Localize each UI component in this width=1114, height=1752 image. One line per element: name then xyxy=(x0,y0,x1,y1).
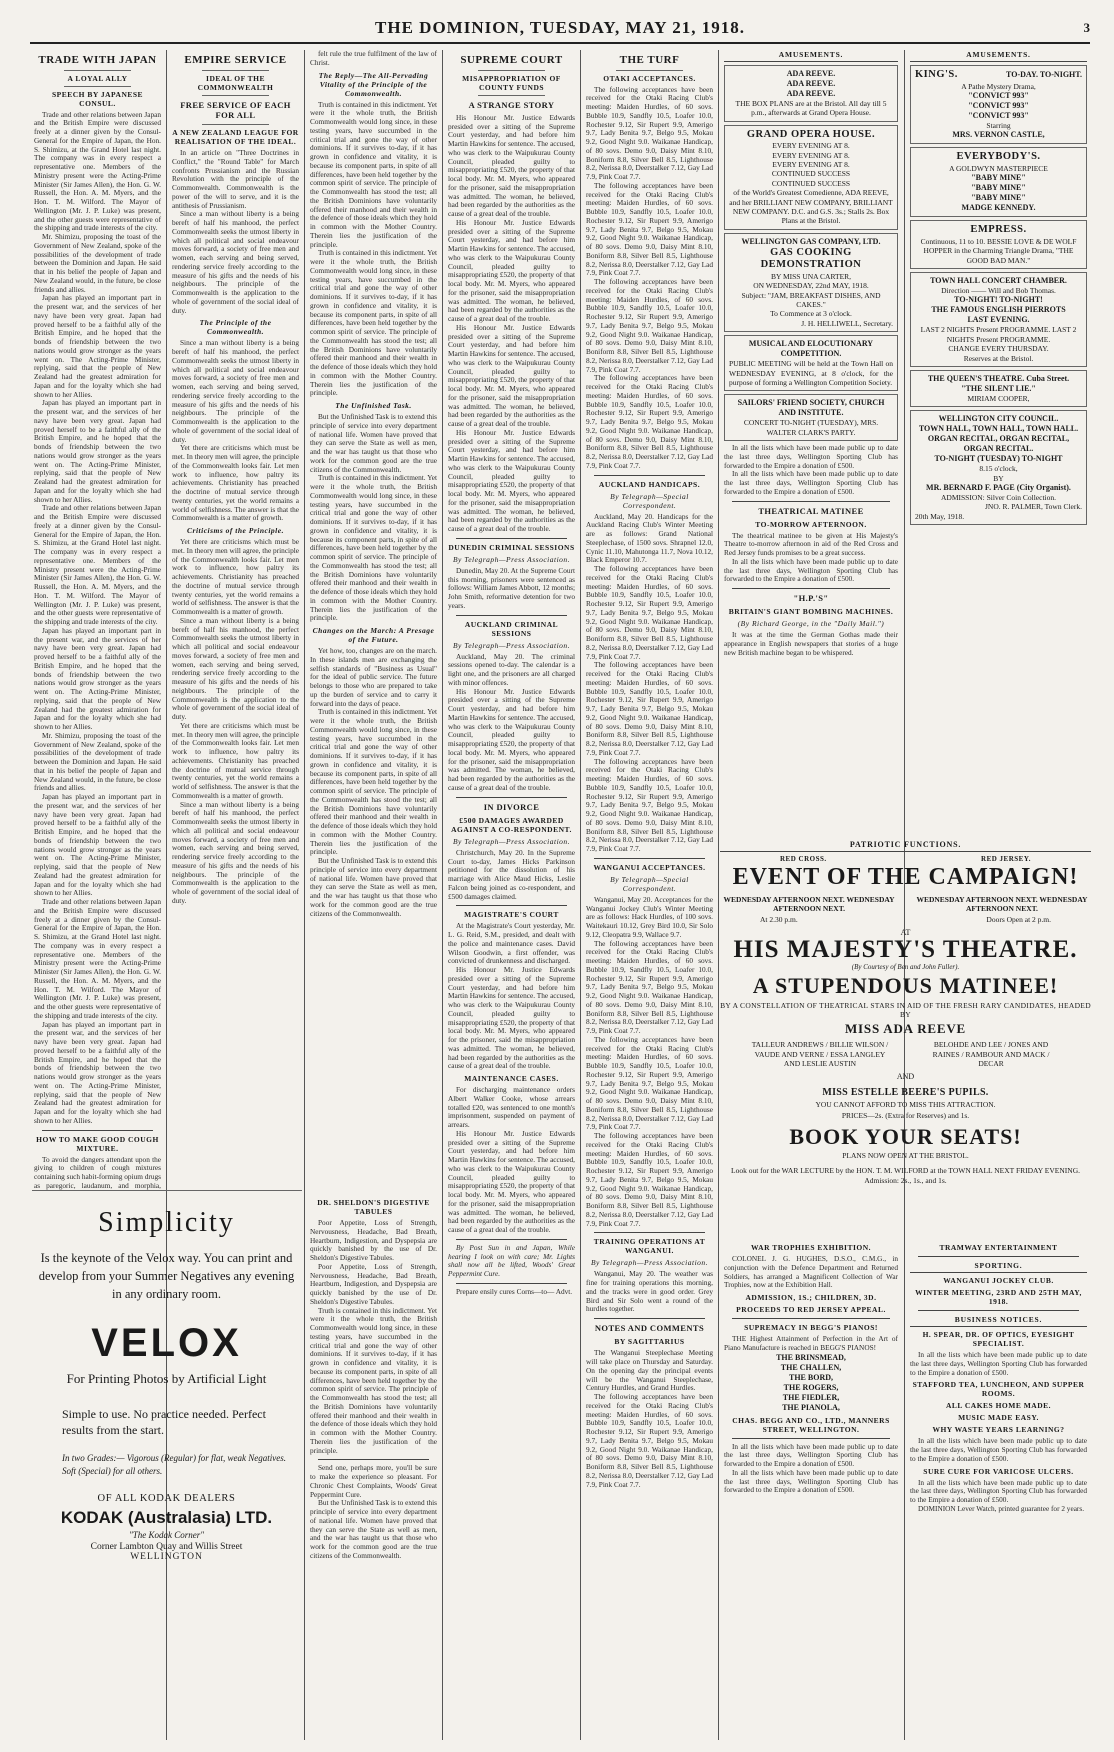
everybodys-advert xyxy=(910,147,1087,217)
advert-text: of the World's Greatest Comedienne, ADA REEVE, and her BRILLIANT NEW COMPANY, BRILLIANT NEW COMPANY. D.C. and G.S. 3s.; Stalls 2s. Box Plans at the Bristol. xyxy=(729,188,893,226)
advert-text: A GOLDWYN MASTERPIECE xyxy=(949,163,1048,173)
advert-text: In all the lists which have been made public up to date the last three days, Wellington Sporting Club has forwarded to the Empire a donation of £500. xyxy=(910,1436,1087,1463)
velox-pitch: Simple to use. No practice needed. Perfect results from the start. xyxy=(62,1406,266,1438)
article-paragraph: Mr. Shimizu, proposing the toast of the Government of New Zealand, spoke of the possibilities of the development of trade between the Dominion and Japan. He said that in his belief the people of Japan and New Zealand would, in the future, be close friends and allies. xyxy=(34,232,161,294)
advert-text: CHANGE EVERY THURSDAY. xyxy=(948,344,1049,354)
article-paragraph: Japan has played an important part in the present war, and the services of her navy have been very great. Japan had proved herself to be a faithful ally of the British Empire, and he hoped that the bonds of friendship between the two nations would grow stronger as the years went on. The Acting-Prime Minister, replying, said that the people of New Zealand had the greatest admiration for Japan and for the loyalty which she had shown to her Allies. xyxy=(34,625,161,732)
advert-headline: ADA REEVE. xyxy=(786,79,836,88)
lower-right-column-right xyxy=(906,1240,1091,1740)
advert-line: EVERY EVENING AT 8. xyxy=(772,141,850,151)
advert-text: To Commence at 3 o'clock. xyxy=(770,309,852,319)
divider xyxy=(64,70,131,71)
grand-opera-advert xyxy=(724,125,898,230)
article-paragraph: But the Unfinished Task is to extend this principle of service into every department of national life. Women have proved that they can serve the State as well as men, and the war has taught us that those who work for the common good are the true citizens of the Commonwealth. xyxy=(310,856,437,918)
doors-time: Doors Open at 2 p.m. xyxy=(986,915,1051,924)
advert-text: In all the lists which have been made public up to date the last three days, Wellington Sporting Club has forwarded to the Empire a donation of £500. xyxy=(910,1477,1087,1504)
section-heading: AMUSEMENTS. xyxy=(724,50,898,62)
advert-line: "CONVICT 993" xyxy=(968,100,1029,110)
article-paragraph: Japan has played an important part in the present war, and the services of her navy have been very great. Japan had proved herself to be a faithful ally of the British Empire, and he hoped that the bonds of friendship between the two nations would grow stronger as the years went on. The Acting-Prime Minister, replying, said that the people of New Zealand had the greatest admiration for Japan and for the loyalty which she had shown to her Allies. xyxy=(34,792,161,898)
advert-text: In all the lists which have been made public up to date the last three days, Wellington Sporting Club has forwarded to the Empire a donation of £500. xyxy=(910,1350,1087,1377)
divider xyxy=(594,1318,705,1319)
divider xyxy=(732,501,890,502)
time-row xyxy=(720,915,1091,924)
matinee-advert xyxy=(720,895,1091,1235)
section-heading: The Principle of the Commonwealth. xyxy=(199,318,272,337)
kodak-city: WELLINGTON xyxy=(130,1552,203,1563)
article-paragraph: His Honour Mr. Justice Edwards presided over a sitting of the Supreme Court yesterday, and had before him Martin Hawkins for sentence. The accused, who was clerk to the Waipukurau County Council, pleaded guilty to misappropriating £520, the property of that local body. Mr. M. Myers, who appeared for the prisoner, said the misappropriation was admitted. The woman, he believed, had been regarded by the authorities as the cause of a great deal of the trouble. xyxy=(448,217,575,324)
advert-text: But the Unfinished Task is to extend this principle of service into every department of national life. Women have proved that they can serve the State as well as men, and the war has taught us that those who work for the common good are the true citizens of the Commonwealth. xyxy=(310,1498,437,1560)
article-headline: AUCKLAND HANDICAPS. xyxy=(598,479,701,489)
kings-theatre-advert xyxy=(910,65,1087,144)
divider xyxy=(594,1232,705,1233)
advert-line: EVERY EVENING AT 8. xyxy=(772,150,850,160)
article-paragraph: The following acceptances have been received for the Otaki Racing Club's meeting: Maiden Hurdles, of 60 sovs. Bubble 10.9, Sandfly 10.5, Loafer 10.0, Rochester 9.12, Sir Rupert 9.9, Amerigo 9.7, Lady Benita 9.7, Belgo 9.5, Mokau 9.2, Good Night 9.0. Waikanae Handicap, of 80 sovs. Demo 9.0, Daisy Mint 8.10, Boniform 8.8, Silver Bell 8.5, Lighthouse 8.2, Nerissa 8.0, Deerstalker 7.12, Gay Lad 7.9, Pink Coat 7.7. xyxy=(586,373,713,470)
cast-right: BELOHDE AND LEE / JONES AND RAINES / RAMBOUR AND MACK / DECAR xyxy=(932,1040,1050,1068)
advert-line: MR. BERNARD F. PAGE (City Organist). xyxy=(926,483,1071,493)
red-jersey-label: RED JERSEY. xyxy=(981,855,1031,863)
plans-line: PLANS NOW OPEN AT THE BRISTOL. xyxy=(842,1151,969,1161)
advert-text: Send one, perhaps more, you'll be sure to make the experience so pleasant. For Chronic Chest Complaints, Woods' Great Peppermint Cure. xyxy=(310,1463,437,1499)
advert-text: 8.15 o'clock, xyxy=(979,464,1018,474)
advert-line: TOWN HALL, TOWN HALL, TOWN HALL. xyxy=(918,424,1079,434)
advert-headline: STAFFORD TEA, LUNCHEON, AND SUPPER ROOMS. xyxy=(912,1380,1085,1399)
advert-text: Truth is contained in this indictment. Yet were it the whole truth, the British Commonwealth would long since, in these testing years, have succumbed in the critical trial and gone the way of other dominions. If it survives to-day, if it has grown in confidence and vitality, it is because its component parts, in spite of all differences, have been held together by the common spirit of service. The principle of the Commonwealth has stood the test; all the British Dominions have voluntarily offered their manhood and their wealth in the defence of those ideals which they hold in common with the Mother Country. Therein lies the justification of the principle. xyxy=(310,1305,437,1455)
divider xyxy=(478,95,545,96)
velox-grades: In two Grades:— Vigorous (Regular) for flat, weak Negatives. Soft (Special) for all others. xyxy=(62,1453,286,1476)
article-paragraph: Mr. Shimizu, proposing the toast of the Government of New Zealand, spoke of the possibilities of the development of trade between the Dominion and Japan. He said that in his belief the people of Japan and New Zealand would, in the future, be close friends and allies. xyxy=(34,730,161,793)
velox-tagline: Is the keynote of the Velox way. You can print and develop from your Summer Negatives any evening in any ordinary room. xyxy=(38,1251,295,1302)
article-byline: By Telegraph—Press Association. xyxy=(452,836,571,846)
advert-headline: DR. SHELDON'S DIGESTIVE TABULES xyxy=(317,1198,430,1216)
article-subheading: FREE SERVICE OF EACH FOR ALL xyxy=(180,99,291,120)
advert-text: Direction —— Will and Bob Thomas. xyxy=(941,286,1056,296)
velox-brand-subtitle: For Printing Photos by Artificial Light xyxy=(66,1371,267,1387)
article-paragraph: His Honour Mr. Justice Edwards presided over a sitting of the Supreme Court yesterday, and had before him Martin Hawkins for sentence. The accused, who was clerk to the Waipukurau County Council, pleaded guilty to misappropriating £520, the property of that local body. Mr. M. Myers, who appeared for the prisoner, said the misappropriation was admitted. The woman, he believed, had been regarded by the authorities as the cause of a great deal of the trouble. xyxy=(448,322,575,429)
article-paragraph: It was at the time the German Gothas made their appearance in English newspapers that stories of a huge new British machine began to be whispered. xyxy=(724,630,898,657)
article-byline: By Telegraph—Special Correspondent. xyxy=(610,491,689,510)
article-headline: AUCKLAND CRIMINAL SESSIONS xyxy=(464,619,559,638)
advert-title: GAS COOKING DEMONSTRATION xyxy=(760,246,862,271)
advert-headline: H. SPEAR, DR. OF OPTICS, EYESIGHT SPECIALIST. xyxy=(922,1330,1075,1348)
divider xyxy=(456,797,567,798)
velox-title: Simplicity xyxy=(98,1207,235,1238)
article-paragraph: The following acceptances have been received for the Otaki Racing Club's meeting: Maiden Hurdles, of 60 sovs. Bubble 10.9, Sandfly 10.5, Loafer 10.0, Rochester 9.12, Sir Rupert 9.9, Amerigo 9.7, Lady Benita 9.7, Belgo 9.5, Mokau 9.2, Good Night 9.0. Waikanae Handicap, of 80 sovs. Demo 9.0, Daisy Mint 8.10, Boniform 8.8, Silver Bell 8.5, Lighthouse 8.2, Nerissa 8.0, Deerstalker 7.12, Gay Lad 7.9, Pink Coat 7.7. xyxy=(586,660,713,757)
advert-line: TO-NIGHT (TUESDAY) TO-NIGHT xyxy=(934,454,1063,464)
article-subheading: TO-MORROW AFTERNOON. xyxy=(755,519,867,529)
advert-line: CONTINUED SUCCESS xyxy=(771,178,851,188)
advert-text: Reserves at the Bristol. xyxy=(963,353,1034,363)
column-divider xyxy=(580,50,581,1740)
article-paragraph: But the Unfinished Task is to extend this principle of service into every department of national life. Women have proved that they can serve the State as well as men, and the war has taught us that those who work for the common good are the true citizens of the Commonwealth. xyxy=(310,412,437,474)
article-paragraph: Trade and other relations between Japan and the British Empire were discussed freely at a dinner given by the Consul-General for the Empire of Japan, the Hon. S. Shimizu, at the Grand Hotel last night. The company was in every respect a representative one. Members of the Ministry present were the Acting-Prime Minister (Sir James Allen), the Hon. G. W. Russell, the Hon. A. M. Myers, and the Hon. T. M. Wilford. The Mayor of Wellington (Mr. J. P. Luke) was present, and the other guests were representative of the shipping and trade interests of the city. xyxy=(34,503,161,627)
section-heading: AMUSEMENTS. xyxy=(910,50,1087,62)
article-byline: By Telegraph—Press Association. xyxy=(590,1258,709,1268)
advert-subhead: TO-DAY. TO-NIGHT. xyxy=(1006,70,1082,80)
article-paragraph: For discharging maintenance orders Albert Walker Cooke, whose arrears totalled £20, was sentenced to one month's imprisonment, suspended on payment of arrears. xyxy=(448,1085,575,1130)
masthead xyxy=(30,16,1090,40)
article-paragraph: felt rule the true fulfilment of the law of Christ. xyxy=(310,50,437,67)
article-headline: NOTES AND COMMENTS xyxy=(594,1323,705,1334)
article-paragraph: Yet how, too, changes are on the march. In these islands men are exchanging the selfish standards of "Business as Usual" for the ideal of public service. The future belongs to those who are prepared to take up the burden of service and to carry it forward into the days of peace. xyxy=(310,646,437,708)
courtesy-line: (By Courtesy of Ben and John Fuller). xyxy=(851,963,960,972)
advert-headline: WHY WASTE YEARS LEARNING? xyxy=(932,1425,1065,1435)
queens-theatre-advert xyxy=(910,370,1087,407)
cast-left: TALLEUR ANDREWS / BILLIE WILSON / VAUDE AND VERNE / ESSA LANGLEY AND LESLIE AUSTIN xyxy=(751,1040,889,1068)
book-seats-headline: BOOK YOUR SEATS! xyxy=(789,1124,1022,1150)
kodak-corner: "The Kodak Corner" xyxy=(128,1530,205,1541)
matinee-headline: A STUPENDOUS MATINEE! xyxy=(752,973,1059,999)
advert-line: "CONVICT 993" xyxy=(968,110,1029,120)
article-headline: IN DIVORCE xyxy=(483,801,540,812)
column-divider xyxy=(442,50,443,1740)
advert-text: PUBLIC MEETING will be held at the Town Hall on WEDNESDAY EVENING, at 8 o'clock, for the purpose of forming a Wellington Competition Society. xyxy=(729,359,893,387)
divider xyxy=(456,905,567,906)
article-paragraph: The following acceptances have been received for the Otaki Racing Club's meeting: Maiden Hurdles, of 60 sovs. Bubble 10.9, Sandfly 10.5, Loafer 10.0, Rochester 9.12, Sir Rupert 9.9, Amerigo 9.7, Lady Benita 9.7, Belgo 9.5, Mokau 9.2, Good Night 9.0. Waikanae Handicap, of 80 sovs. Demo 9.0, Daisy Mint 8.10, Boniform 8.8, Silver Bell 8.5, Lighthouse 8.2, Nerissa 8.0, Deerstalker 7.12, Gay Lad 7.9, Pink Coat 7.7. xyxy=(586,277,713,374)
piano-brand: THE PIANOLA, xyxy=(782,1402,840,1412)
column-trade-with-japan xyxy=(30,50,165,1190)
article-paragraph: Truth is contained in this indictment. Yet were it the whole truth, the British Commonwealth would long since, in these testing years, have succumbed in the critical trial and gone the way of other dominions. If it survives to-day, if it has grown in confidence and vitality, it is because its component parts, in spite of all differences, have been held together by the common spirit of service. The principle of the Commonwealth has stood the test; all the British Dominions have voluntarily offered their manhood and their wealth in the defence of those ideals which they hold in common with the Mother Country. Therein lies the justification of the principle. xyxy=(310,473,437,623)
article-paragraph: Japan has played an important part in the present war, and the services of her navy have been very great. Japan had proved herself to be a faithful ally of the British Empire, and he hoped that the bonds of friendship between the two nations would grow stronger as the years went on. The Acting-Prime Minister, replying, said that the people of New Zealand had the greatest admiration for Japan and for the loyalty which she had shown to her Allies. xyxy=(34,293,161,399)
date-left: WEDNESDAY AFTERNOON NEXT. WEDNESDAY AFTERNOON NEXT. xyxy=(723,895,895,913)
advert-line: "BABY MINE" xyxy=(971,193,1026,203)
divider xyxy=(616,70,683,71)
article-paragraph: The following acceptances have been received for the Otaki Racing Club's meeting: Maiden Hurdles, of 60 sovs. Bubble 10.9, Sandfly 10.5, Loafer 10.0, Rochester 9.12, Sir Rupert 9.9, Amerigo 9.7, Lady Benita 9.7, Belgo 9.5, Mokau 9.2, Good Night 9.0. Waikanae Handicap, of 80 sovs. Demo 9.0, Daisy Mint 8.10, Boniform 8.8, Silver Bell 8.5, Lighthouse 8.2, Nerissa 8.0, Deerstalker 7.12, Gay Lad 7.9, Pink Coat 7.7. xyxy=(586,756,713,854)
column-empire-service xyxy=(168,50,303,1190)
divider xyxy=(456,615,567,616)
divider xyxy=(64,86,131,87)
column-divider xyxy=(304,50,305,1740)
divider xyxy=(732,1438,890,1439)
article-paragraph: The following acceptances have been received for the Otaki Racing Club's meeting: Maiden Hurdles, of 60 sovs. Bubble 10.9, Sandfly 10.5, Loafer 10.0, Rochester 9.12, Sir Rupert 9.9, Amerigo 9.7, Lady Benita 9.7, Belgo 9.5, Mokau 9.2, Good Night 9.0. Waikanae Handicap, of 80 sovs. Demo 9.0, Daisy Mint 8.10, Boniform 8.8, Silver Bell 8.5, Lighthouse 8.2, Nerissa 8.0, Deerstalker 7.12, Gay Lad 7.9, Pink Coat 7.7. xyxy=(586,564,713,661)
divider xyxy=(202,124,269,125)
advert-line: "CONVICT 993" xyxy=(968,90,1029,100)
article-paragraph: Trade and other relations between Japan and the British Empire were discussed freely at a dinner given by the Consul-General for the Empire of Japan, the Hon. S. Shimizu, at the Grand Hotel last night. The company was in every respect a representative one. Members of the Ministry present were the Acting-Prime Minister (Sir James Allen), the Hon. G. W. Russell, the Hon. A. M. Myers, and the Hon. T. M. Wilford. The Mayor of Wellington (Mr. J. P. Luke) was present, and the other guests were representative of the shipping and trade interests of the city. xyxy=(34,109,161,233)
advert-text: Subject: "JAM, BREAKFAST DISHES, AND CAKES." xyxy=(741,290,881,310)
advert-line: ALL CAKES HOME MADE. xyxy=(945,1401,1051,1411)
ada-reeve-advert xyxy=(724,65,898,122)
article-subheading: A LOYAL ALLY xyxy=(67,73,128,83)
article-paragraph: Since a man without liberty is a being bereft of half his manhood, the perfect Commonwealth seeks the utmost liberty in which all political and social endeavour moves forward, a society of free men and women, each serving and being served, rendering service freely according to the measure of his gifts and the needs of his neighbours. The principle of the Commonwealth is the application to the whole of government of the social ideal of duty. xyxy=(172,615,299,722)
divider xyxy=(732,1318,890,1319)
velox-dealers: OF ALL KODAK DEALERS xyxy=(97,1493,236,1505)
town-hall-concert-advert xyxy=(910,272,1087,367)
advert-signature: CHAS. BEGG AND CO., LTD., MANNERS STREET, WELLINGTON. xyxy=(732,1415,890,1434)
section-heading: BUSINESS NOTICES. xyxy=(910,1315,1087,1327)
article-byline: SPEECH BY JAPANESE CONSUL. xyxy=(51,89,144,108)
lower-right-column-left xyxy=(720,1240,902,1740)
divider xyxy=(594,858,705,859)
kodak-company: KODAK (Australasia) LTD. xyxy=(60,1508,273,1528)
article-paragraph: Japan has played an important part in the present war, and the services of her navy have been very great. Japan had proved herself to be a faithful ally of the British Empire, and he hoped that the bonds of friendship between the two nations would grow stronger as the years went on. The Acting-Prime Minister, replying, said that the people of New Zealand had the greatest admiration for Japan and for the loyalty which she had shown to her Allies. xyxy=(34,1019,161,1125)
article-paragraph: Auckland, May 20. The criminal sessions opened to-day. The calendar is a light one, and the prisoners are all charged with minor offences. xyxy=(448,651,575,687)
masthead-rule xyxy=(30,42,1090,44)
advert-line: TO-NIGHT! TO-NIGHT! xyxy=(954,295,1043,305)
date-right: WEDNESDAY AFTERNOON NEXT. WEDNESDAY AFTERNOON NEXT. xyxy=(916,895,1088,913)
advert-text: In all the lists which have been made public up to date the last three days, Wellington Sporting Club has forwarded to the Empire a donation of £500. xyxy=(724,1441,898,1468)
advert-line: "BABY MINE" xyxy=(971,183,1026,193)
advert-text: J. H. HELLIWELL, Secretary. xyxy=(801,318,893,328)
article-paragraph: The following acceptances have been received for the Otaki Racing Club's meeting: Maiden Hurdles, of 60 sovs. Bubble 10.9, Sandfly 10.5, Loafer 10.0, Rochester 9.12, Sir Rupert 9.9, Amerigo 9.7, Lady Benita 9.7, Belgo 9.5, Mokau 9.2, Good Night 9.0. Waikanae Handicap, of 80 sovs. Demo 9.0, Daisy Mint 8.10, Boniform 8.8, Silver Bell 8.5, Lighthouse 8.2, Nerissa 8.0, Deerstalker 7.12, Gay Lad 7.9, Pink Coat 7.7. xyxy=(586,1131,713,1228)
patriotic-functions xyxy=(720,840,1091,898)
advert-text: CONCERT TO-NIGHT (TUESDAY), MRS. WALTER CLARK'S PARTY. xyxy=(743,418,879,437)
advert-text: Prepare ensily cures Corns—to— Advt. xyxy=(456,1286,573,1296)
article-headline: MAGISTRATE'S COURT xyxy=(464,910,559,920)
article-paragraph: Auckland, May 20. Handicaps for the Auckland Racing Club's Winter Meeting are as follows: Grand National Steeplechase, of 1500 sovs. Shrapnel 12.0, Cynic 11.10, Mahutonga 11.7, Nova 10.12, Black Emperor 10.7. xyxy=(586,511,713,565)
article-subheading: BRITAIN'S GIANT BOMBING MACHINES. xyxy=(728,607,894,617)
article-paragraph: His Honour Mr. Justice Edwards presided over a sitting of the Supreme Court yesterday, and had before him Martin Hawkins for sentence. The accused, who was clerk to the Waipukurau County Council, pleaded guilty to misappropriating £520, the property of that local body. Mr. M. Myers, who appeared for the prisoner, said the misappropriation was admitted. The woman, he believed, had been regarded by the authorities as the cause of a great deal of the trouble. xyxy=(448,965,575,1071)
article-paragraph: His Honour Mr. Justice Edwards presided over a sitting of the Supreme Court yesterday, and had before him Martin Hawkins for sentence. The accused, who was clerk to the Waipukurau County Council, pleaded guilty to misappropriating £520, the property of that local body. Mr. M. Myers, who appeared for the prisoner, said the misappropriation was admitted. The woman, he believed, had been regarded by the authorities as the cause of a great deal of the trouble. xyxy=(448,1128,575,1235)
advert-headline: WANGANUI JOCKEY CLUB. xyxy=(943,1276,1054,1285)
article-paragraph: Truth is contained in this indictment. Yet were it the whole truth, the British Commonwealth would long since, in these testing years, have succumbed in the critical trial and gone the way of other dominions. If it survives to-day, if it has grown in confidence and vitality, it is because its component parts, in spite of all differences, have been held together by the common spirit of service. The principle of the Commonwealth has stood the test; all the British Dominions have voluntarily offered their manhood and their wealth in the defence of those ideals which they hold in common with the Mother Country. Therein lies the justification of the principle. xyxy=(310,99,437,249)
musical-competition-advert xyxy=(724,335,898,391)
article-paragraph: In all the lists which have been made public up to date the last three days, Wellington Sporting Club has forwarded to the Empire a donation of £500. xyxy=(724,469,898,496)
article-paragraph: Since a man without liberty is a being bereft of half his manhood, the perfect Commonwealth seeks the utmost liberty in which all political and social endeavour moves forward, a society of free men and women, each serving and being served, rendering service freely according to the measure of his gifts and the needs of his neighbours. The principle of the Commonwealth is the application to the whole of government of the social ideal of duty. xyxy=(172,338,299,444)
advert-text: A Pathe Mystery Drama, xyxy=(961,81,1036,91)
article-paragraph: At the Magistrate's Court yesterday, Mr. L. G. Reid, S.M., presided, and dealt with the police and maintenance cases. David Wilson Goodwin, a first offender, was convicted of drunkenness and discharged. xyxy=(448,921,575,966)
lecture-notice: Look out for the WAR LECTURE by the HON. T. M. WILFORD at the TOWN HALL NEXT FRIDAY EVENING. Admission: 2s., 1s., and 1s. xyxy=(731,1166,1080,1185)
advert-headline: GRAND OPERA HOUSE. xyxy=(746,128,876,140)
article-subheading: £500 DAMAGES AWARDED AGAINST A CO-RESPONDENT. xyxy=(451,815,572,834)
article-headline: EMPIRE SERVICE xyxy=(184,54,287,66)
divider xyxy=(202,95,269,96)
article-headline: TRADE WITH JAPAN xyxy=(38,54,157,66)
article-headline: SUPREME COURT xyxy=(460,54,563,66)
article-paragraph: Yet there are criticisms which must be met. In theory men will agree, the principle of the Commonwealth looks fair. Let men work to influence, how paltry its achievements. Christianity has preached the doctrine of mutual service through twenty centuries, yet the world remains a world of selfishness. The answer is that the Commonwealth is a matter of growth. xyxy=(172,443,299,523)
article-paragraph: The following acceptances have been received for the Otaki Racing Club's meeting: Maiden Hurdles, of 60 sovs. Bubble 10.9, Sandfly 10.5, Loafer 10.0, Rochester 9.12, Sir Rupert 9.9, Amerigo 9.7, Lady Benita 9.7, Belgo 9.5, Mokau 9.2, Good Night 9.0. Waikanae Handicap, of 80 sovs. Demo 9.0, Daisy Mint 8.10, Boniform 8.8, Silver Bell 8.5, Lighthouse 8.2, Nerissa 8.0, Deerstalker 7.12, Gay Lad 7.9, Pink Coat 7.7. xyxy=(586,938,713,1036)
divider xyxy=(456,538,567,539)
article-subheading: IDEAL OF THE COMMONWEALTH xyxy=(197,73,274,92)
advert-text: In all the lists which have been made public up to date the last three days, Wellington Sporting Club has forwarded to the Empire a donation of £500. xyxy=(724,1467,898,1495)
velox-advert xyxy=(34,1195,299,1665)
advert-text: MIRIAM COOPER, xyxy=(967,393,1030,403)
advert-text: THE BOX PLANS are at the Bristol. All day till 5 p.m., afterwards at Grand Opera House. xyxy=(735,99,887,118)
article-paragraph: Since a man without liberty is a being bereft of half his manhood, the perfect Commonwealth seeks the utmost liberty in which all political and social endeavour moves forward, a society of free men and women, each serving and being served, rendering service freely according to the measure of his gifts and the needs of his neighbours. The principle of the Commonwealth is the application to the whole of government of the social ideal of duty. xyxy=(172,799,299,905)
advert-text: COLONEL J. G. HUGHES, D.S.O., C.M.G., in conjunction with the Defence Department and Returned Soldiers, has arranged a Magnificent Collection of War Trophies, now at the Exhibition Hall. xyxy=(724,1254,898,1290)
column-lower-advertisements xyxy=(306,1195,441,1740)
advert-line: WINTER MEETING, 23RD AND 25TH MAY, 1918. xyxy=(915,1288,1082,1306)
advert-text: By Post Sun in and Japan, While hearing I look on with care; Mr. Lights shall now all be lifted, Woods' Great Peppermint Cure. xyxy=(448,1242,575,1279)
advert-text: Continuous, 11 to 10. BESSIE LOVE & DE WOLF HOPPER in the Charming Triangle Drama, "THE GOOD BAD MAN." xyxy=(920,236,1077,265)
divider xyxy=(732,588,890,589)
article-headline: THE TURF xyxy=(619,54,680,66)
advert-line: EVERY EVENING AT 8. xyxy=(772,160,850,170)
piano-brand: THE FIEDLER, xyxy=(782,1392,840,1402)
kodak-address: Corner Lambton Quay and Willis Street xyxy=(90,1542,243,1553)
column-amusements-right xyxy=(906,50,1091,835)
empress-advert xyxy=(910,220,1087,269)
article-paragraph: Christchurch, May 20. In the Supreme Court to-day, James Hicks Parkinson petitioned for the dissolution of his marriage with Alice Maud Hicks, Leslie Falcon being joined as co-respondent, and £500 damages claimed. xyxy=(448,847,575,901)
divider xyxy=(918,1310,1079,1311)
article-paragraph: Since a man without liberty is a being bereft of half his manhood, the perfect Commonwealth seeks the utmost liberty in which all political and social endeavour moves forward, a society of free men and women, each serving and being served, rendering service freely according to the measure of his gifts and the needs of his neighbours. The principle of the Commonwealth is the application to the whole of government of the social ideal of duty. xyxy=(172,209,299,315)
gas-company-advert xyxy=(724,233,898,332)
piano-brand: THE ROGERS, xyxy=(783,1382,839,1392)
event-headline: EVENT OF THE CAMPAIGN! xyxy=(732,864,1079,890)
column-amusements xyxy=(720,50,902,835)
advert-line: LAST EVENING. xyxy=(967,315,1030,325)
advert-text: DOMINION Lever Watch, printed guarantee for 2 years. xyxy=(918,1503,1085,1513)
article-paragraph: In all the lists which have been made public up to date the last three days, Wellington Sporting Club has forwarded to the Empire a donation of £500. xyxy=(724,556,898,584)
article-paragraph: The following acceptances have been received for the Otaki Racing Club's meeting: Maiden Hurdles, of 60 sovs. Bubble 10.9, Sandfly 10.5, Loafer 10.0, Rochester 9.12, Sir Rupert 9.9, Amerigo 9.7, Lady Benita 9.7, Belgo 9.5, Mokau 9.2, Good Night 9.0. Waikanae Handicap, of 80 sovs. Demo 9.0, Daisy Mint 8.10, Boniform 8.8, Silver Bell 8.5, Lighthouse 8.2, Nerissa 8.0, Deerstalker 7.12, Gay Lad 7.9, Pink Coat 7.7. xyxy=(586,84,713,182)
advert-headline: KING'S. xyxy=(915,69,958,80)
article-subheading: MISAPPROPRIATION OF COUNTY FUNDS xyxy=(462,73,561,92)
advert-text: BY xyxy=(993,473,1004,483)
article-headline: DUNEDIN CRIMINAL SESSIONS xyxy=(448,542,575,552)
article-subheading: A NEW ZEALAND LEAGUE FOR REALISATION OF THE IDEAL. xyxy=(172,128,299,147)
advert-text: ON WEDNESDAY, 22nd MAY, 1918. xyxy=(753,281,869,291)
advert-text: THE Highest Attainment of Perfection in the Art of Piano Manufacture is reached in BEGG'S PIANOS! xyxy=(724,1334,898,1352)
article-byline: BY SAGITTARIUS xyxy=(614,1337,685,1347)
advert-line: ORGAN RECITAL, ORGAN RECITAL, ORGAN RECITAL. xyxy=(927,434,1070,454)
advert-headline: WELLINGTON GAS COMPANY, LTD. xyxy=(741,236,881,246)
article-paragraph: In all the lists which have been made public up to date the last three days, Wellington Sporting Club has forwarded to the Empire a donation of £500. xyxy=(724,443,898,470)
red-cross-label: RED CROSS. xyxy=(780,855,827,863)
advert-headline: MUSIC MADE EASY. xyxy=(958,1413,1039,1423)
advert-star: MADGE KENNEDY. xyxy=(961,203,1036,213)
divider xyxy=(42,1130,153,1131)
column-supreme-court xyxy=(444,50,579,1740)
advert-text: BY MISS UNA CARTER, xyxy=(770,271,852,281)
advert-headline: SAILORS' FRIEND SOCIETY, CHURCH AND INSTITUTE. xyxy=(737,398,885,418)
divider xyxy=(202,70,269,71)
divider xyxy=(318,1459,429,1460)
article-paragraph: His Honour Mr. Justice Edwards presided over a sitting of the Supreme Court yesterday, and had before him Martin Hawkins for sentence. The accused, who was clerk to the Waipukurau County Council, pleaded guilty to misappropriating £520, the property of that local body. Mr. M. Myers, who appeared for the prisoner, said the misappropriation was admitted. The woman, he believed, had been regarded by the authorities as the cause of a great deal of the trouble. xyxy=(448,112,575,219)
article-subheading: A STRANGE STORY xyxy=(468,99,555,110)
article-byline: (By Richard George, in the "Daily Mail.") xyxy=(737,619,885,629)
divider xyxy=(478,70,545,71)
article-paragraph: His Honour Mr. Justice Edwards presided over a sitting of the Supreme Court yesterday, and had before him Martin Hawkins for sentence. The accused, who was clerk to the Waipukurau County Council, pleaded guilty to misappropriating £520, the property of that local body. Mr. M. Myers, who appeared for the prisoner, said the misappropriation was admitted. The woman, he believed, had been regarded by the authorities as the cause of a great deal of the trouble. xyxy=(448,427,575,534)
column-empire-service-continued xyxy=(306,50,441,1190)
advert-headline: WAR TROPHIES EXHIBITION. xyxy=(750,1243,871,1252)
section-heading: Changes on the March: A Presage of the Future. xyxy=(312,626,435,644)
advert-headline: ADA REEVE. xyxy=(786,69,836,78)
section-heading: MAINTENANCE CASES. xyxy=(464,1074,559,1084)
sailors-society-advert xyxy=(724,394,898,441)
article-byline: By Telegraph—Press Association. xyxy=(452,640,571,650)
article-paragraph: Trade and other relations between Japan and the British Empire were discussed freely at a dinner given by the Consul-General for the Empire of Japan, the Hon. S. Shimizu, at the Grand Hotel last night. The company was in every respect a representative one. Members of the Ministry present were the Acting-Prime Minister (Sir James Allen), the Hon. G. W. Russell, the Hon. A. M. Myers, and the Hon. T. M. Wilford. The Mayor of Wellington (Mr. J. P. Luke) was present, and the other guests were representative of the shipping and trade interests of the city. xyxy=(34,897,161,1020)
section-heading: The Reply—The All-Pervading Vitality of the Principle of the Commonwealth. xyxy=(318,70,429,98)
article-paragraph: The following acceptances have been received for the Otaki Racing Club's meeting: Maiden Hurdles, of 60 sovs. Bubble 10.9, Sandfly 10.5, Loafer 10.0, Rochester 9.12, Sir Rupert 9.9, Amerigo 9.7, Lady Benita 9.7, Belgo 9.5, Mokau 9.2, Good Night 9.0. Waikanae Handicap, of 80 sovs. Demo 9.0, Daisy Mint 8.10, Boniform 8.8, Silver Bell 8.5, Lighthouse 8.2, Nerissa 8.0, Deerstalker 7.12, Gay Lad 7.9, Pink Coat 7.7. xyxy=(586,1392,713,1489)
article-paragraph: Truth is contained in this indictment. Yet were it the whole truth, the British Commonwealth would long since, in these testing years, have succumbed in the critical trial and gone the way of other dominions. If it survives to-day, if it has grown in confidence and vitality, it is because its component parts, in spite of all differences, have been held together by the common spirit of service. The principle of the Commonwealth has stood the test; all the British Dominions have voluntarily offered their manhood and their wealth in the defence of those ideals which they hold in common with the Mother Country. Therein lies the justification of the principle. xyxy=(310,248,437,398)
section-heading: The Unfinished Task. xyxy=(335,401,412,410)
article-headline: "H.P.'S" xyxy=(793,593,829,604)
article-paragraph: Japan has played an important part in the present war, and the services of her navy have been very great. Japan had proved herself to be a faithful ally of the British Empire, and he hoped that the bonds of friendship between the two nations would grow stronger as the years went on. The Acting-Prime Minister, replying, said that the people of New Zealand had the greatest admiration for Japan and for the loyalty which she had shown to her Allies. xyxy=(34,398,161,504)
article-paragraph: In an article on "Three Doctrines in Conflict," the "Round Table" for March confronts Prussianism and the Russian Revolution with the principle of the Commonwealth. Commonwealth is the power of the will to serve, and it is the antithesis of Prussianism. xyxy=(172,148,299,210)
divider xyxy=(456,1283,567,1284)
velox-brand: VELOX xyxy=(91,1321,242,1366)
advert-line: ADMISSION, 1S.; CHILDREN, 3D. xyxy=(745,1293,877,1302)
article-headline: WANGANUI ACCEPTANCES. xyxy=(593,862,706,872)
article-paragraph: Wanganui, May 20. The weather was fine for training operations this morning, and the tracks were in good order. Grey Bird and Sir Solo went a round of the hurdles together. xyxy=(586,1269,713,1314)
fund-row xyxy=(720,855,1091,863)
advert-headline: SURE CURE FOR VARICOSE ULCERS. xyxy=(923,1466,1074,1476)
column-the-turf xyxy=(582,50,717,1740)
article-paragraph: The following acceptances have been received for the Otaki Racing Club's meeting: Maiden Hurdles, of 60 sovs. Bubble 10.9, Sandfly 10.5, Loafer 10.0, Rochester 9.12, Sir Rupert 9.9, Amerigo 9.7, Lady Benita 9.7, Belgo 9.5, Mokau 9.2, Good Night 9.0. Waikanae Handicap, of 80 sovs. Demo 9.0, Daisy Mint 8.10, Boniform 8.8, Silver Bell 8.5, Lighthouse 8.2, Nerissa 8.0, Deerstalker 7.12, Gay Lad 7.9, Pink Coat 7.7. xyxy=(586,180,713,278)
article-paragraph: His Honour Mr. Justice Edwards presided over a sitting of the Supreme Court yesterday, and had before him Martin Hawkins for sentence. The accused, who was clerk to the Waipukurau County Council, pleaded guilty to misappropriating £520, the property of that local body. Mr. M. Myers, who appeared for the prisoner, said the misappropriation was admitted. The woman, he believed, had been regarded by the authorities as the cause of a great deal of the trouble. xyxy=(448,686,575,792)
article-headline: TRAINING OPERATIONS AT WANGANUI. xyxy=(593,1237,706,1256)
advert-headline: TRAMWAY ENTERTAINMENT xyxy=(939,1243,1058,1252)
article-paragraph: The theatrical matinee to be given at His Majesty's Theatre to-morrow afternoon in aid of the Red Cross and Red Jersey funds promises to be a great success. xyxy=(724,530,898,558)
advert-headline: HOW TO MAKE GOOD COUGH MIXTURE. xyxy=(36,1134,159,1153)
section-heading: PATRIOTIC FUNCTIONS. xyxy=(720,840,1091,852)
advert-headline: SUPREMACY IN BEGG'S PIANOS! xyxy=(744,1323,878,1332)
advert-line: THE FAMOUS ENGLISH PIERROTS xyxy=(931,305,1066,315)
article-paragraph: The following acceptances have been received for the Otaki Racing Club's meeting: Maiden Hurdles, of 60 sovs. Bubble 10.9, Sandfly 10.5, Loafer 10.0, Rochester 9.12, Sir Rupert 9.9, Amerigo 9.7, Lady Benita 9.7, Belgo 9.5, Mokau 9.2, Good Night 9.0. Waikanae Handicap, of 80 sovs. Demo 9.0, Daisy Mint 8.10, Boniform 8.8, Silver Bell 8.5, Lighthouse 8.2, Nerissa 8.0, Deerstalker 7.12, Gay Lad 7.9, Pink Coat 7.7. xyxy=(586,1034,713,1132)
article-byline: By Telegraph—Press Association. xyxy=(452,554,571,564)
article-paragraph: Yet there are criticisms which must be met. In theory men will agree, the principle of the Commonwealth looks fair. Let men work to influence, how paltry its achievements. Christianity has preached the doctrine of mutual service through twenty centuries, yet the world remains a world of selfishness. The answer is that the Commonwealth is a matter of growth. xyxy=(172,537,299,617)
start-time: At 2.30 p.m. xyxy=(760,915,798,924)
divider xyxy=(456,1239,567,1240)
section-heading: Criticisms of the Principle. xyxy=(187,526,284,536)
advert-headline: THE QUEEN'S THEATRE. Cuba Street. xyxy=(927,373,1070,383)
advert-text: To avoid the dangers attendant upon the giving to children of cough mixtures containing such habit-forming opium drugs as paregoric, laudanum, and morphia, xyxy=(34,1154,161,1190)
article-subheading: OTAKI ACCEPTANCES. xyxy=(603,73,696,83)
advert-text: LAST 2 NIGHTS Present PROGRAMME. LAST 2 NIGHTS Present PROGRAMME. xyxy=(920,325,1077,344)
advert-text: 20th May, 1918. xyxy=(915,511,965,521)
and-connector: AND xyxy=(896,1072,915,1082)
advert-line: "THE SILENT LIE." xyxy=(961,383,1036,393)
advert-headline: ADA REEVE. xyxy=(786,89,836,98)
advert-line: "BABY MINE" xyxy=(971,173,1026,183)
constellation-line: BY A CONSTELLATION OF THEATRICAL STARS IN AID OF THE FRESH RARY CANDIDATES, HEADED BY xyxy=(720,1001,1091,1020)
article-paragraph: Yet there are criticisms which must be met. In theory men will agree, the principle of the Commonwealth looks fair. Let men work to influence, how paltry its achievements. Christianity has preached the doctrine of mutual service through twenty centuries, yet the world remains a world of selfishness. The answer is that the Commonwealth is a matter of growth. xyxy=(172,720,299,800)
advert-headline: EMPRESS. xyxy=(970,224,1027,236)
advert-text: Poor Appetite, Loss of Strength, Nervousness, Headache, Bad Breath, Heartburn, Indigestion, and Dyspepsia are quickly banished by the use of Dr. Sheldon's Digestive Tabules. xyxy=(310,1218,437,1262)
date-row xyxy=(720,895,1091,913)
divider xyxy=(918,1256,1079,1257)
article-byline: By Telegraph—Special Correspondent. xyxy=(610,874,689,893)
venue-prefix: AT xyxy=(900,928,911,937)
piano-brand: THE BORD, xyxy=(788,1372,833,1382)
advert-line: CONTINUED SUCCESS xyxy=(771,169,851,179)
article-paragraph: Wanganui, May 20. Acceptances for the Wanganui Jockey Club's Winter Meeting are as follows: Hack Hurdles, of 100 sovs. Waitekauri 10.12, Grey Bird 10.0, Sir Solo 9.12, Cleopatra 9.9, Wallace 9.7. xyxy=(586,894,713,939)
advert-text: ADMISSION: Silver Coin Collection. xyxy=(940,493,1056,503)
advert-text: JNO. R. PALMER, Town Clerk. xyxy=(985,502,1082,512)
advert-headline: WELLINGTON CITY COUNCIL. xyxy=(938,414,1059,424)
piano-brand: THE CHALLEN, xyxy=(780,1362,842,1372)
prices-line: PRICES—2s. (Extra for Reserves) and 1s. xyxy=(841,1111,970,1121)
city-council-advert xyxy=(910,410,1087,525)
page-number: 3 xyxy=(1083,20,1090,35)
headline-star: MISS ADA REEVE xyxy=(844,1021,966,1037)
article-paragraph: Dunedin, May 20. At the Supreme Court this morning, prisoners were sentenced as follows: William James Abbott, 12 months; John Smith, reformative detention for two years. xyxy=(448,565,575,610)
advert-text: Starring xyxy=(986,120,1011,130)
column-divider xyxy=(718,50,719,1740)
masthead-title: THE DOMINION, TUESDAY, MAY 21, 1918. xyxy=(375,18,745,37)
advert-headline: EVERYBODY'S. xyxy=(956,151,1041,163)
advert-headline: TOWN HALL CONCERT CHAMBER. xyxy=(930,276,1067,286)
piano-brand: THE BRINSMEAD, xyxy=(776,1352,846,1362)
advert-text: Poor Appetite, Loss of Strength, Nervousness, Headache, Bad Breath, Heartburn, Indigestion, and Dyspepsia are quickly banished by the use of Dr. Sheldon's Digestive Tabules. xyxy=(310,1261,437,1306)
advert-line: PROCEEDS TO RED JERSEY APPEAL. xyxy=(736,1305,886,1314)
afford-line: YOU CANNOT AFFORD TO MISS THIS ATTRACTION. xyxy=(815,1100,996,1110)
venue-name: HIS MAJESTY'S THEATRE. xyxy=(733,936,1078,963)
advert-star: MRS. VERNON CASTLE, xyxy=(952,130,1045,140)
article-headline: THEATRICAL MATINEE xyxy=(758,505,864,516)
article-paragraph: Truth is contained in this indictment. Yet were it the whole truth, the British Commonwealth would long since, in these testing years, have succumbed in the critical trial and gone the way of other dominions. If it survives to-day, if it has grown in confidence and vitality, it is because its component parts, in spite of all differences, have been held together by the common spirit of service. The principle of the Commonwealth has stood the test; all the British Dominions have voluntarily offered their manhood and their wealth in the defence of those ideals which they hold in common with the Mother Country. Therein lies the justification of the principle. xyxy=(310,707,437,857)
article-paragraph: The Wanganui Steeplechase Meeting will take place on Thursday and Saturday. On the opening day the principal events will be the Wanganui Steeplechase, Century Hurdles, and Grand Hurdles. xyxy=(586,1348,713,1393)
cast-list xyxy=(750,1040,1061,1068)
divider xyxy=(594,475,705,476)
advert-headline: MUSICAL AND ELOCUTIONARY COMPETITION. xyxy=(748,339,874,359)
section-heading: SPORTING. xyxy=(910,1261,1087,1273)
pupils-line: MISS ESTELLE BEERE'S PUPILS. xyxy=(822,1087,989,1099)
